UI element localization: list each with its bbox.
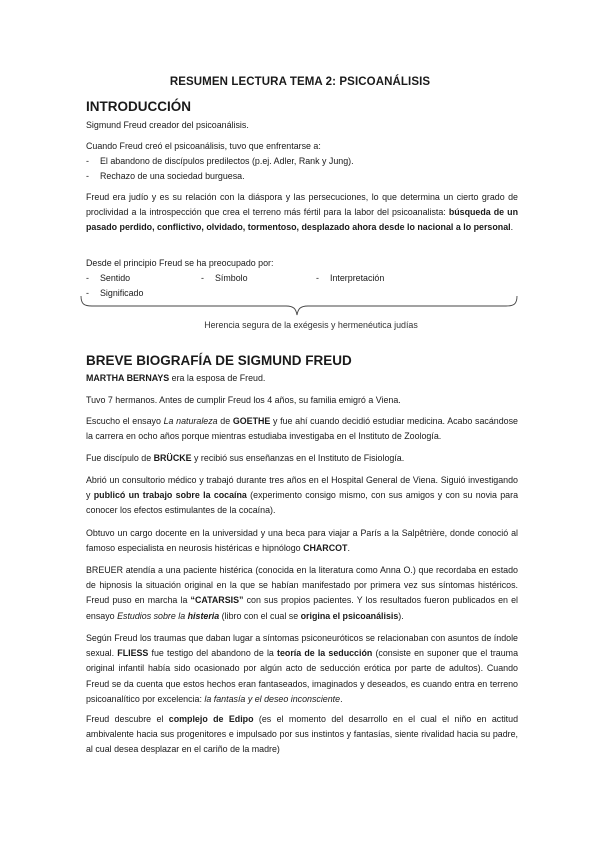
bio-paragraph-8: Según Freud los traumas que daban lugar a síntomas psiconeuróticos se relacionaban con asuntos de índole sexual. FLIESS fue testigo del abandono de la teoría de la seducción (consiste en suponer que el trauma original infantil había sido ocasionado por algún acto de seducción erótica por parte de adultos). Cuando Freud se da cuenta que estos hechos eran fantaseados, imaginados y deseados, es cuando entra en terreno psicoanalítico por excelencia: la fantasía y el deseo inconsciente.	[86, 633, 518, 704]
intro-bullet: - Rechazo de una sociedad burguesa.	[86, 171, 245, 181]
concern-item: - Interpretación	[316, 273, 385, 283]
brace-caption: Herencia segura de la exégesis y hermenéutica judías	[204, 320, 418, 330]
bio-heading: BREVE BIOGRAFÍA DE SIGMUND FREUD	[86, 353, 352, 368]
bio-paragraph-2: Tuvo 7 hermanos. Antes de cumplir Freud los 4 años, su familia emigró a Viena.	[86, 395, 401, 405]
intro-paragraph-3: Freud era judío y es su relación con la diáspora y las persecuciones, lo que determina un cierto grado de proclividad a la introspección que crea el terreno más fértil para la labor del psicoanalista: búsqueda de un pasado perdido, conflictivo, olvidado, tormentoso, desplazado ahora desde lo nacional a lo personal.	[86, 192, 519, 233]
intro-paragraph-1: Sigmund Freud creador del psicoanálisis.	[86, 120, 249, 130]
bio-paragraph-4: Fue discípulo de BRÜCKE y recibió sus enseñanzas en el Instituto de Fisiología.	[86, 453, 405, 463]
intro-heading: INTRODUCCIÓN	[86, 99, 191, 114]
concern-item: - Símbolo	[201, 273, 248, 283]
curly-brace	[80, 296, 520, 318]
bio-paragraph-1: MARTHA BERNAYS era la esposa de Freud.	[86, 373, 266, 383]
bio-paragraph-9: Freud descubre el complejo de Edipo (es el momento del desarrollo en el cual el niño en actitud ambivalente hacia sus progenitores e impulsado por sus instintos y fantasías, siente rivalidad hacia su padre, al cual desea desplazar en el cariño de la madre)	[86, 714, 519, 755]
concern-item: - Significado	[86, 288, 144, 298]
document-title: RESUMEN LECTURA TEMA 2: PSICOANÁLISIS	[169, 76, 431, 88]
intro-bullet: - El abandono de discípulos predilectos (p.ej. Adler, Rank y Jung).	[86, 156, 354, 166]
bio-paragraph-6: Obtuvo un cargo docente en la universidad y una beca para viajar a París a la Salpêtrière, donde conoció al famoso especialista en neurosis histéricas e hipnólogo CHARCOT.	[86, 528, 518, 554]
concern-item: - Sentido	[86, 273, 131, 283]
bio-paragraph-3: Escucho el ensayo La naturaleza de GOETHE y fue ahí cuando decidió estudiar medicina. Acabo sacándose la carrera en ocho años porque mientras estudiaba investigaba en el Instituto de Zoología.	[86, 416, 518, 442]
intro-paragraph-4: Desde el principio Freud se ha preocupado por:	[86, 258, 274, 268]
bio-paragraph-5: Abrió un consultorio médico y trabajó durante tres años en el Hospital General de Viena. Siguió investigando y publicó un trabajo sobre la cocaína (experimento consigo mismo, con sus amigos y con su novia para conocer los efectos estimulantes de la cocaína).	[86, 475, 519, 516]
intro-paragraph-2: Cuando Freud creó el psicoanálisis, tuvo que enfrentarse a:	[86, 141, 321, 151]
bio-paragraph-7: BREUER atendía a una paciente histérica (conocida en la literatura como Anna O.) que recordaba en estado de hipnosis la situación original en la que se habían manifestado por primera vez sus síntomas histéricos. Freud puso en marcha la “CATARSIS” con sus propios pacientes. Y los resultados fueron publicados en el ensayo Estudios sobre la histeria (libro con el cual se origina el psicoanálisis).	[86, 565, 518, 621]
